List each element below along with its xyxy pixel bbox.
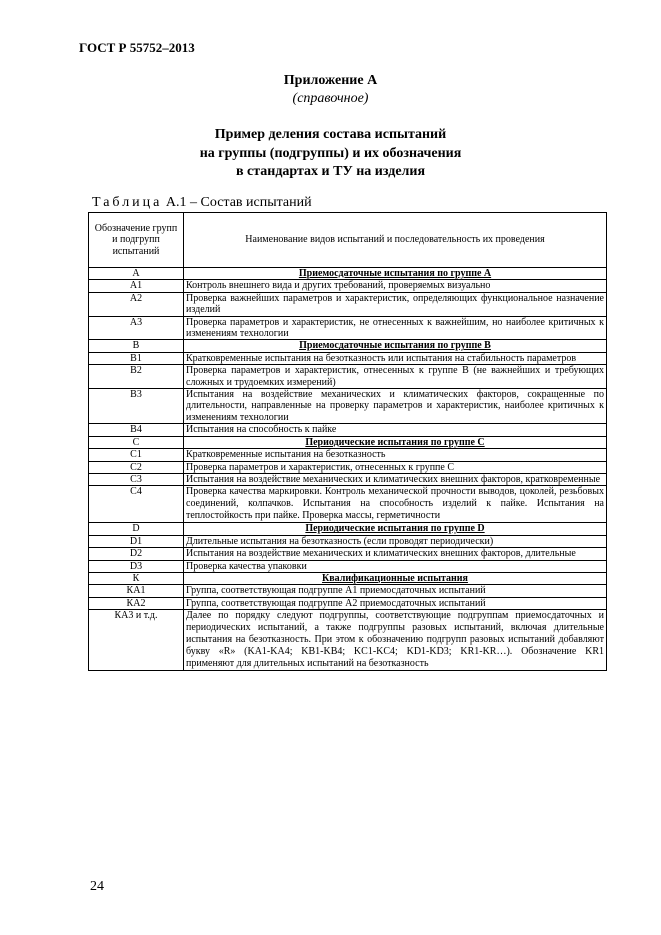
test-code-cell: КА1: [89, 585, 184, 597]
page-number: 24: [90, 879, 104, 894]
test-description-cell: Группа, соответствующая подгруппе А2 приемосдаточных испытаний: [184, 597, 607, 609]
table-group-row: [89, 340, 607, 352]
table-caption-word: Таблица: [92, 195, 163, 210]
test-code-cell: С: [89, 436, 184, 448]
tests-table: [88, 212, 607, 671]
main-title-line-3: в стандартах и ТУ на изделия: [235, 164, 426, 179]
test-code-cell: КА2: [89, 597, 184, 609]
table-row: [89, 424, 607, 436]
test-code-cell: А2: [89, 292, 184, 316]
test-code-cell: D1: [89, 535, 184, 547]
table-row: [89, 560, 607, 572]
table-row: [89, 610, 607, 671]
column-header-code: Обозначение групп и подгрупп испытаний: [89, 213, 184, 268]
test-code-cell: С2: [89, 461, 184, 473]
test-description-cell: Проверка параметров и характеристик, отнесенных к группе С: [184, 461, 607, 473]
test-description-cell: Проверка параметров и характеристик, отнесенных к группе В (не важнейших и требующих сложных и трудоемких измерений): [184, 365, 607, 389]
test-description-cell: Испытания на воздействие механических и климатических внешних факторов, длительные: [184, 548, 607, 560]
test-description-cell: Проверка качества упаковки: [184, 560, 607, 572]
table-row: [89, 585, 607, 597]
test-description-cell: Испытания на воздействие механических и климатических внешних факторов, кратковременные: [184, 473, 607, 485]
column-header-name: Наименование видов испытаний и последовательность их проведения: [184, 213, 607, 268]
test-description-cell: Проверка важнейших параметров и характеристик, определяющих функциональное назначение изделий: [184, 292, 607, 316]
test-group-name-cell: Приемосдаточные испытания по группе В: [184, 340, 607, 352]
table-row: [89, 389, 607, 424]
test-group-name-cell: Квалификационные испытания: [184, 572, 607, 584]
table-row: [89, 597, 607, 609]
table-row: [89, 473, 607, 485]
appendix-subtitle: (справочное): [292, 91, 369, 106]
test-code-cell: D3: [89, 560, 184, 572]
test-code-cell: В2: [89, 365, 184, 389]
table-header-row: [89, 213, 607, 268]
test-code-cell: В: [89, 340, 184, 352]
test-code-cell: КА3 и т.д.: [89, 610, 184, 671]
table-row: [89, 316, 607, 340]
table-group-row: [89, 523, 607, 535]
test-description-cell: Кратковременные испытания на безотказность: [184, 449, 607, 461]
document-header: ГОСТ Р 55752–2013: [79, 40, 195, 55]
test-code-cell: А: [89, 268, 184, 280]
test-code-cell: D2: [89, 548, 184, 560]
test-code-cell: С3: [89, 473, 184, 485]
test-code-cell: D: [89, 523, 184, 535]
table-row: [89, 280, 607, 292]
appendix-title: Приложение А: [283, 73, 378, 88]
test-code-cell: К: [89, 572, 184, 584]
test-description-cell: Испытания на способность к пайке: [184, 424, 607, 436]
table-row: [89, 535, 607, 547]
table-group-row: [89, 436, 607, 448]
table-row: [89, 548, 607, 560]
test-group-name-cell: Периодические испытания по группе D: [184, 523, 607, 535]
test-description-cell: Контроль внешнего вида и других требований, проверяемых визуально: [184, 280, 607, 292]
test-code-cell: С1: [89, 449, 184, 461]
test-description-cell: Проверка качества маркировки. Контроль механической прочности выводов, цоколей, резьбовых соединений, колпачков. Испытания на способность изделий к пайке. Испытания на теплостойкость при пайке. Проверка массы, герметичности: [184, 486, 607, 523]
test-description-cell: Проверка параметров и характеристик, не отнесенных к важнейшим, но наиболее критичных к изменениям технологии: [184, 316, 607, 340]
test-code-cell: В1: [89, 352, 184, 364]
table-row: [89, 449, 607, 461]
test-code-cell: В4: [89, 424, 184, 436]
table-row: [89, 486, 607, 523]
test-code-cell: А3: [89, 316, 184, 340]
table-caption-rest: А.1 – Состав испытаний: [162, 195, 312, 210]
test-description-cell: Длительные испытания на безотказность (если проводят периодически): [184, 535, 607, 547]
test-description-cell: Группа, соответствующая подгруппе А1 приемосдаточных испытаний: [184, 585, 607, 597]
table-group-row: [89, 268, 607, 280]
test-description-cell: Испытания на воздействие механических и климатических факторов, сокращенные по длительности, направленные на проверку параметров и характеристик, наиболее критичных к изменениям технологии: [184, 389, 607, 424]
table-row: [89, 292, 607, 316]
table-row: [89, 352, 607, 364]
table-group-row: [89, 572, 607, 584]
test-description-cell: Далее по порядку следуют подгруппы, соответствующие подгруппам приемосдаточных и периодических испытаний, а также подгруппы разовых испытаний, включая длительные испытания на безотказность. При этом к обозначению подгрупп разовых испытаний добавляют букву «R» (KA1-KA4; KB1-KB4; KC1-KC4; KD1-KD3; KR1-KR…). Обозначение KR1 применяют для длительных испытаний на безотказность: [184, 610, 607, 671]
test-code-cell: А1: [89, 280, 184, 292]
table-caption: [92, 195, 312, 211]
test-code-cell: С4: [89, 486, 184, 523]
test-code-cell: В3: [89, 389, 184, 424]
main-title-line-1: Пример деления состава испытаний: [214, 127, 447, 142]
main-title-line-2: на группы (подгруппы) и их обозначения: [199, 145, 462, 161]
test-description-cell: Кратковременные испытания на безотказность или испытания на стабильность параметров: [184, 352, 607, 364]
test-group-name-cell: Периодические испытания по группе С: [184, 436, 607, 448]
main-title: [0, 126, 661, 182]
table-row: [89, 365, 607, 389]
test-group-name-cell: Приемосдаточные испытания по группе А: [184, 268, 607, 280]
table-row: [89, 461, 607, 473]
